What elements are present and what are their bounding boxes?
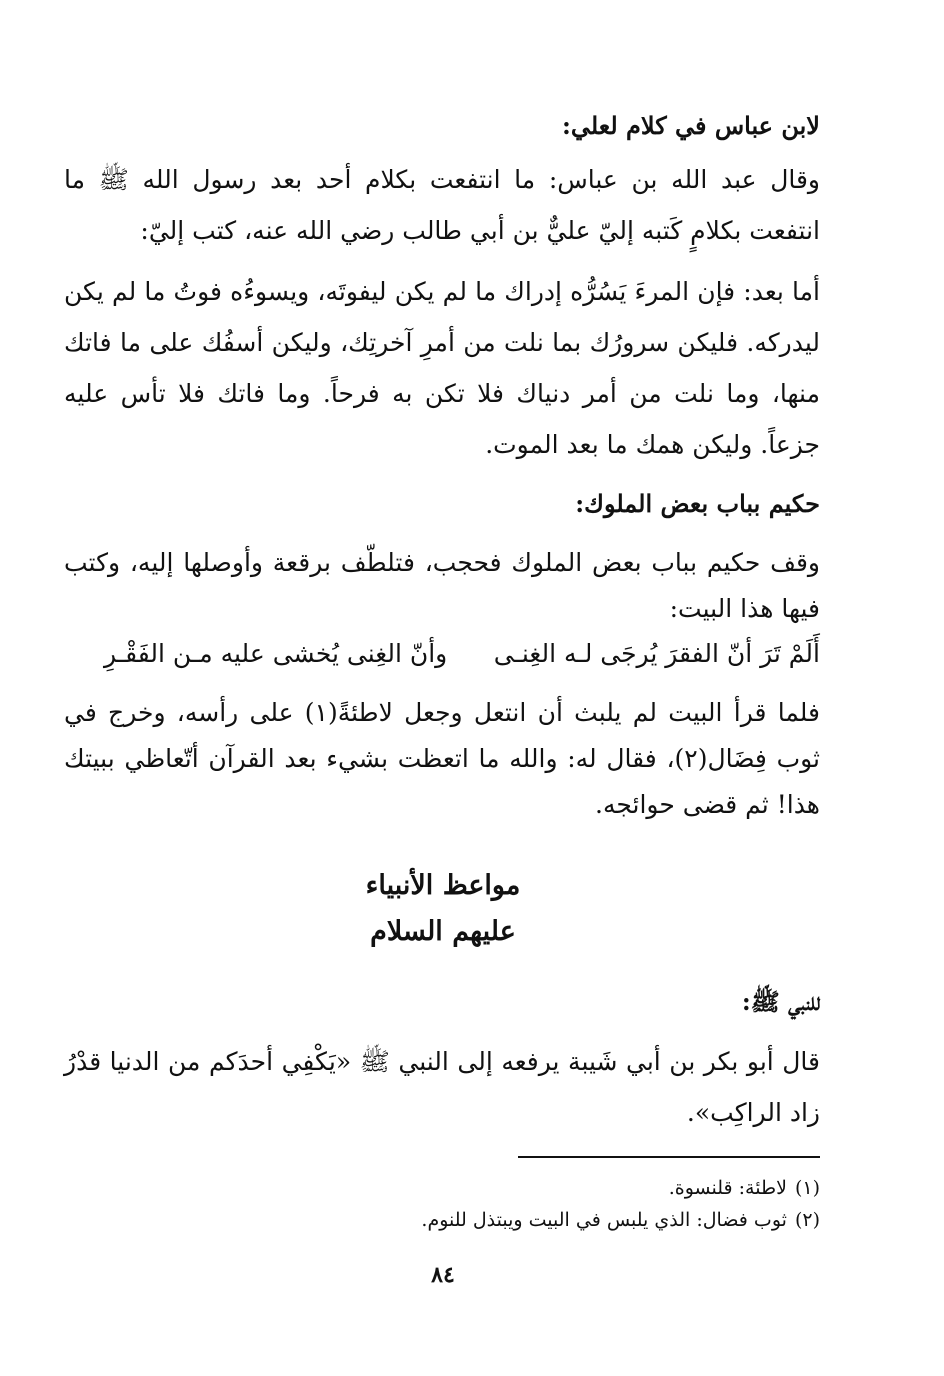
footnotes <box>320 1172 820 1236</box>
section-heading-hakim: حكيم بباب بعض الملوك: <box>575 489 820 518</box>
footnote-2-number: (٢) <box>794 1209 820 1231</box>
poem-verse <box>104 634 820 674</box>
footnote-1 <box>320 1172 820 1204</box>
paragraph-hakim-story: وقف حكيم بباب بعض الملوك فحجب، فتلطّف برقعة وأوصلها إليه، وكتب فيها هذا البيت: <box>64 548 820 623</box>
page-number: ٨٤ <box>431 1262 455 1288</box>
chapter-title: مواعظ الأنبياء <box>365 870 521 901</box>
paragraph-ibn-abbas-intro: وقال عبد الله بن عباس: ما انتفعت بكلام أحد بعد رسول الله ﷺ ما انتفعت بكلامٍ كَتبه إليّ عليٌّ بن أبي طالب رضي الله عنه، كتب إليّ: <box>64 165 820 245</box>
paragraph-ali-letter: أما بعد: فإن المرءَ يَسُرُّه إدراك ما لم يكن ليفوتَه، ويسوءُه فوتُ ما لم يكن ليدركه. فليكن سرورُك بما نلت من أمرِ آخرتِك، وليكن أسفُك على ما فاتك منها، وما نلت من أمر دنياك فلا تكن به فرحاً. وما فاتك فلا تأس عليه جزعاً. وليكن همك ما بعد الموت. <box>64 277 820 459</box>
section-heading-prophet: للنبي ﷺ: <box>741 987 820 1016</box>
footnote-1-number: (١) <box>794 1177 820 1199</box>
chapter-subtitle: عليهم السلام <box>370 916 516 947</box>
footnote-1-text: لاطئة: قلنسوة. <box>668 1177 787 1199</box>
paragraph-hakim-outcome: فلما قرأ البيت لم يلبث أن انتعل وجعل لاطئةً(١) على رأسه، وخرج في ثوب فِضَال(٢)، فقال له: والله ما اتعظت بشيء بعد القرآن أتّعاظي ببيتك هذا! ثم قضى حوائجه. <box>64 698 821 819</box>
footnote-2 <box>320 1204 820 1236</box>
footnote-2-text: ثوب فضال: الذي يلبس في البيت ويبتذل للنوم. <box>421 1209 787 1231</box>
paragraph-prophet-saying: قال أبو بكر بن أبي شَيبة يرفعه إلى النبي ﷺ «يَكْفِي أحدَكم من الدنيا قدْرُ زاد الراكِب». <box>64 1047 820 1127</box>
verse-first-hemistich: أَلَمْ تَرَ أنّ الفقرَ يُرجَى لـه الغِنـى <box>493 639 820 668</box>
footnote-separator <box>518 1156 820 1158</box>
section-heading-ibn-abbas: لابن عباس في كلام لعلي: <box>561 111 820 140</box>
verse-second-hemistich: وأنّ الغِنى يُخشى عليه مـن الفَقْـرِ <box>104 639 448 668</box>
